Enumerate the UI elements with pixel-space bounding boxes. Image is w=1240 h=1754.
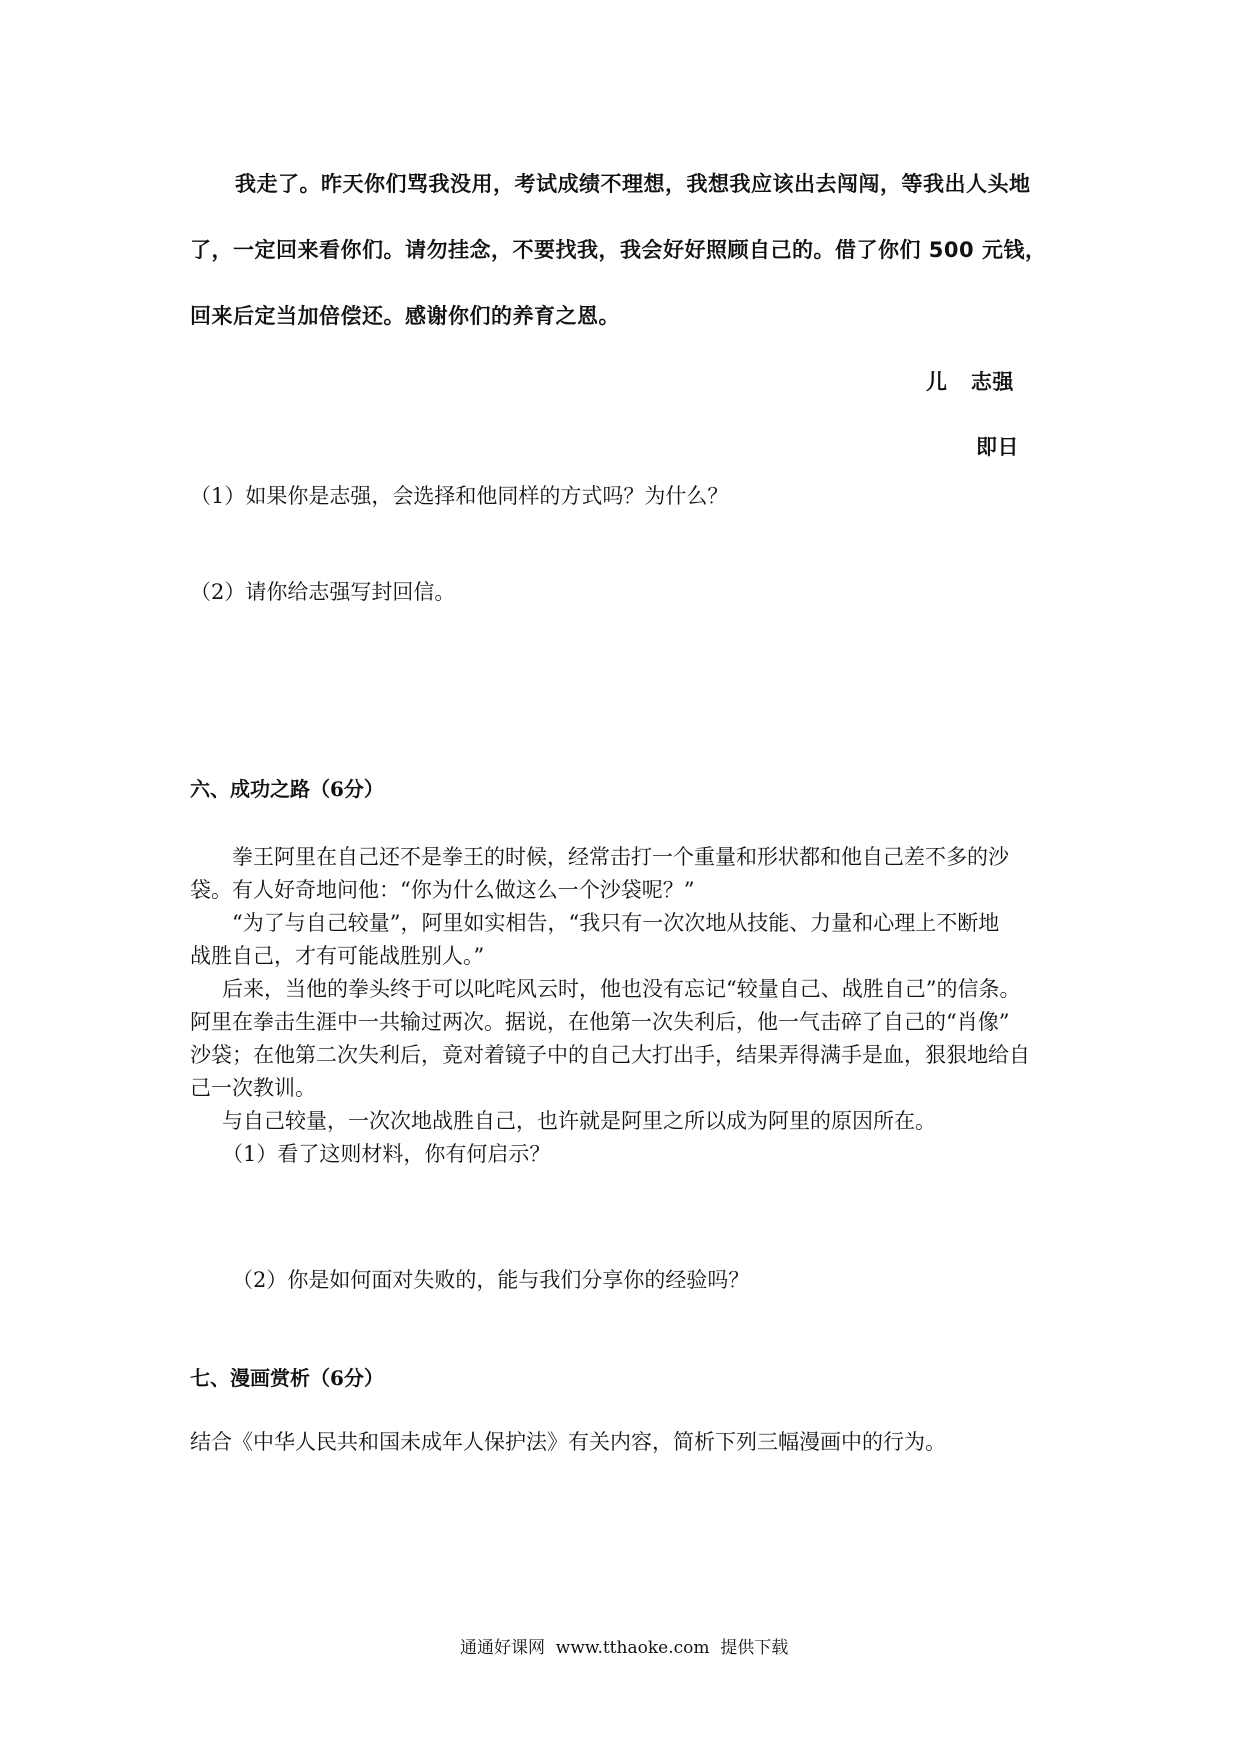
question-5-1: （1）如果你是志强，会选择和他同样的方式吗？为什么？ [190, 484, 729, 508]
letter-line-2: 了，一定回来看你们。请勿挂念，不要找我，我会好好照顾自己的。借了你们 500 元钱， [190, 238, 1047, 262]
section-6-title: 六、成功之路（6分） [190, 777, 384, 801]
passage-line-1: 拳王阿里在自己还不是拳王的时候，经常击打一个重量和形状都和他自己差不多的沙 [232, 845, 1009, 869]
section-7-title: 七、漫画赏析（6分） [190, 1366, 384, 1390]
letter-signature: 儿 志强 [926, 370, 1014, 394]
section-7-instruction: 结合《中华人民共和国未成年人保护法》有关内容，简析下列三幅漫画中的行为。 [190, 1430, 946, 1454]
question-6-2: （2）你是如何面对失败的，能与我们分享你的经验吗？ [232, 1268, 750, 1292]
letter-line-1: 我走了。昨天你们骂我没用，考试成绩不理想，我想我应该出去闯闯，等我出人头地 [235, 172, 1031, 196]
question-6-1: （1）看了这则材料，你有何启示？ [222, 1142, 551, 1166]
letter-date: 即日 [976, 435, 1019, 459]
page-footer: 通通好课网 www.tthaoke.com 提供下载 [460, 1638, 789, 1658]
passage-line-5: 后来，当他的拳头终于可以叱咤风云时，他也没有忘记“较量自己、战胜自己”的信条。 [222, 977, 1021, 1001]
passage-line-7: 沙袋；在他第二次失利后，竟对着镜子中的自己大打出手，结果弄得满手是血，狠狠地给自 [190, 1043, 1030, 1067]
passage-line-2: 袋。有人好奇地问他：“你为什么做这么一个沙袋呢？” [190, 878, 695, 902]
passage-line-3: “为了与自己较量”，阿里如实相告，“我只有一次次地从技能、力量和心理上不断地 [232, 911, 1000, 935]
passage-line-8: 己一次教训。 [190, 1076, 316, 1100]
letter-line-3: 回来后定当加倍偿还。感谢你们的养育之恩。 [190, 304, 620, 328]
passage-line-6: 阿里在拳击生涯中一共输过两次。据说，在他第一次失利后，他一气击碎了自己的“肖像” [190, 1010, 1010, 1034]
question-5-2: （2）请你给志强写封回信。 [190, 580, 456, 604]
passage-line-9: 与自己较量，一次次地战胜自己，也许就是阿里之所以成为阿里的原因所在。 [222, 1109, 936, 1133]
passage-line-4: 战胜自己，才有可能战胜别人。” [190, 944, 485, 968]
